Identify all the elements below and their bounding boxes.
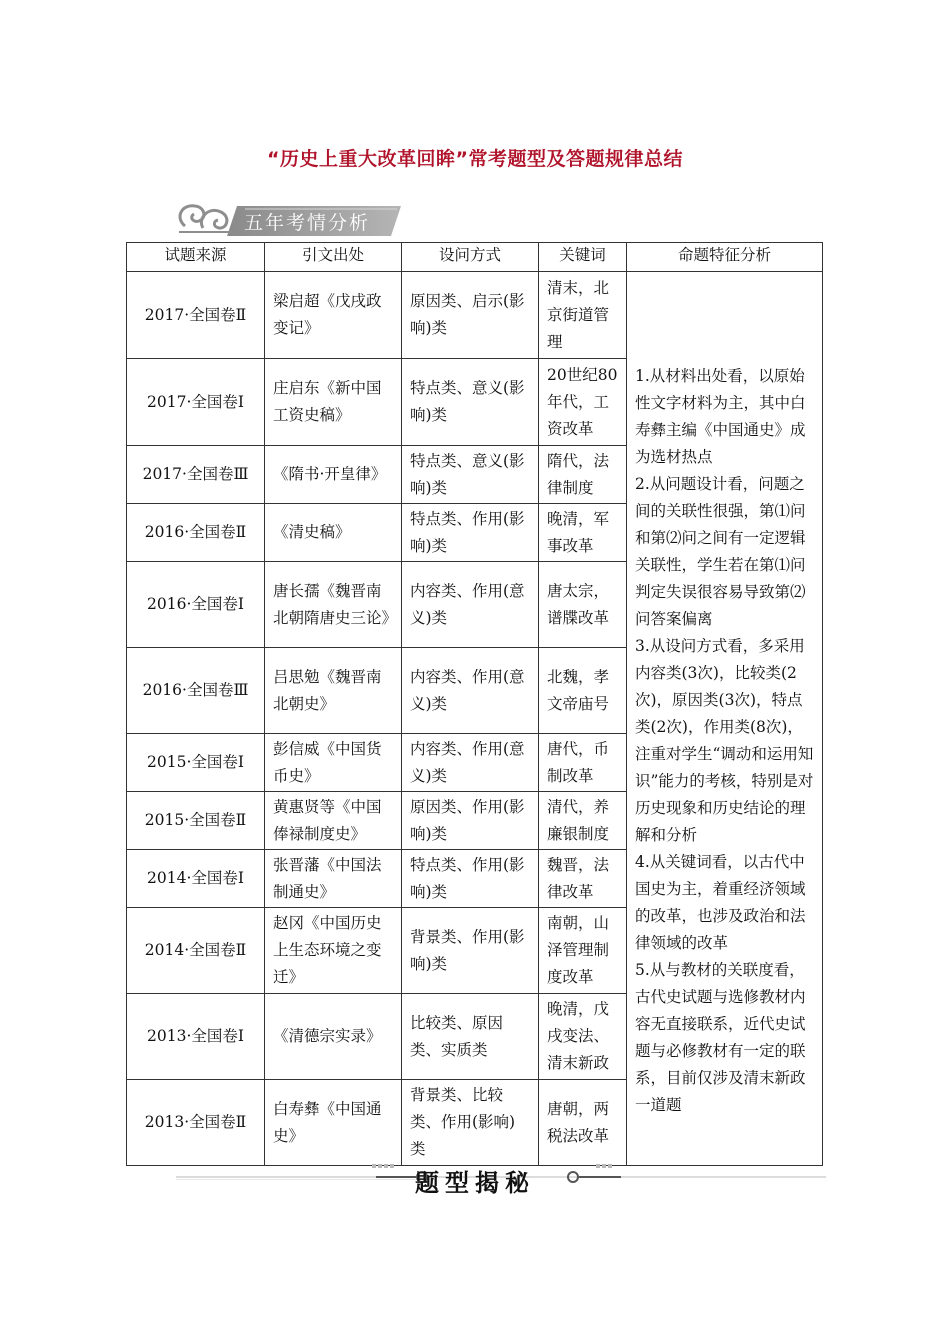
row-citation: 吕思勉《魏晋南北朝史》 — [265, 648, 402, 734]
header-citation: 引文出处 — [265, 243, 402, 272]
row-source: 2017·全国卷Ⅱ — [127, 272, 265, 359]
row-citation: 黄惠贤等《中国俸禄制度史》 — [265, 792, 402, 850]
row-keyword: 南朝，山泽管理制度改革 — [539, 908, 627, 994]
row-question: 背景类、比较类、作用(影响)类 — [402, 1080, 539, 1166]
row-keyword: 唐代，币制改革 — [539, 734, 627, 792]
row-source: 2016·全国卷Ⅰ — [127, 562, 265, 648]
row-source: 2013·全国卷Ⅰ — [127, 994, 265, 1080]
row-citation: 张晋藩《中国法制通史》 — [265, 850, 402, 908]
row-question: 特点类、作用(影响)类 — [402, 850, 539, 908]
feature-item: 5.从与教材的关联度看，古代史试题与选修教材内容无直接联系，近代史试题与必修教材有一定的联系，目前仅涉及清末新政一道题 — [635, 960, 806, 1114]
row-question: 内容类、作用(意义)类 — [402, 562, 539, 648]
row-citation: 梁启超《戊戌政变记》 — [265, 272, 402, 359]
row-keyword: 唐朝，两税法改革 — [539, 1080, 627, 1166]
row-citation: 庄启东《新中国工资史稿》 — [265, 359, 402, 446]
row-citation: 《清德宗实录》 — [265, 994, 402, 1080]
row-citation: 彭信威《中国货币史》 — [265, 734, 402, 792]
row-keyword: 20世纪80年代，工资改革 — [539, 359, 627, 446]
row-source: 2017·全国卷Ⅲ — [127, 446, 265, 504]
row-citation: 《清史稿》 — [265, 504, 402, 562]
row-question: 特点类、作用(影响)类 — [402, 504, 539, 562]
row-question: 特点类、意义(影响)类 — [402, 359, 539, 446]
row-source: 2016·全国卷Ⅲ — [127, 648, 265, 734]
table-header-row — [127, 243, 823, 272]
feature-analysis-cell — [627, 272, 823, 1166]
row-keyword: 隋代，法律制度 — [539, 446, 627, 504]
row-citation: 赵冈《中国历史上生态环境之变迁》 — [265, 908, 402, 994]
row-source: 2014·全国卷Ⅰ — [127, 850, 265, 908]
row-keyword: 北魏，孝文帝庙号 — [539, 648, 627, 734]
row-question: 内容类、作用(意义)类 — [402, 734, 539, 792]
row-source: 2016·全国卷Ⅱ — [127, 504, 265, 562]
table-row — [127, 272, 823, 359]
feature-item: 4.从关键词看，以古代中国史为主，着重经济领域的改革，也涉及政治和法律领域的改革 — [635, 852, 806, 952]
row-question: 特点类、意义(影响)类 — [402, 446, 539, 504]
page-title: “历史上重大改革回眸”常考题型及答题规律总结 — [267, 148, 683, 170]
header-source: 试题来源 — [127, 243, 265, 272]
row-question: 原因类、启示(影响)类 — [402, 272, 539, 359]
row-question: 比较类、原因类、实质类 — [402, 994, 539, 1080]
row-citation: 唐长孺《魏晋南北朝隋唐史三论》 — [265, 562, 402, 648]
row-keyword: 唐太宗，谱牒改革 — [539, 562, 627, 648]
row-keyword: 魏晋，法律改革 — [539, 850, 627, 908]
cloud-ornament-icon — [179, 206, 235, 232]
row-keyword: 晚清，戊戌变法、清末新政 — [539, 994, 627, 1080]
section-banner-label: 五年考情分析 — [244, 212, 371, 234]
header-feature: 命题特征分析 — [627, 243, 823, 272]
row-question: 原因类、作用(影响)类 — [402, 792, 539, 850]
exam-analysis-table — [126, 242, 823, 1166]
row-source: 2017·全国卷Ⅰ — [127, 359, 265, 446]
feature-item: 3.从设问方式看，多采用内容类(3次)，比较类(2次)，原因类(3次)，特点类(2次)，作用类(8次)，注重对学生“调动和运用知识”能力的考核，特别是对历史现象和历史结论的理解和分析 — [635, 636, 814, 844]
row-source: 2014·全国卷Ⅱ — [127, 908, 265, 994]
row-source: 2013·全国卷Ⅱ — [127, 1080, 265, 1166]
row-question: 背景类、作用(影响)类 — [402, 908, 539, 994]
row-question: 内容类、作用(意义)类 — [402, 648, 539, 734]
feature-item: 1.从材料出处看，以原始性文字材料为主，其中白寿彝主编《中国通史》成为选材热点 — [635, 366, 806, 466]
bottom-banner-label: 题型揭秘 — [415, 1168, 535, 1197]
row-source: 2015·全国卷Ⅰ — [127, 734, 265, 792]
row-source: 2015·全国卷Ⅱ — [127, 792, 265, 850]
row-citation: 《隋书·开皇律》 — [265, 446, 402, 504]
row-keyword: 清末，北京街道管理 — [539, 272, 627, 359]
row-keyword: 晚清，军事改革 — [539, 504, 627, 562]
row-citation: 白寿彝《中国通史》 — [265, 1080, 402, 1166]
feature-item: 2.从问题设计看，问题之间的关联性很强，第⑴问和第⑵问之间有一定逻辑关联性，学生若在第⑴问判定失误很容易导致第⑵问答案偏离 — [635, 474, 806, 628]
header-question: 设问方式 — [402, 243, 539, 272]
header-keyword: 关键词 — [539, 243, 627, 272]
row-keyword: 清代，养廉银制度 — [539, 792, 627, 850]
